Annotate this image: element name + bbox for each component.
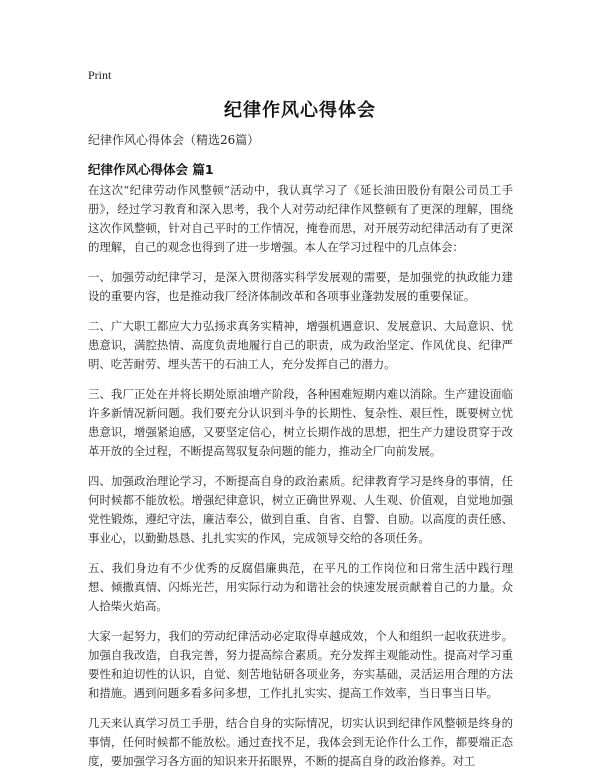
page-title: 纪律作风心得体会 <box>224 100 376 121</box>
paragraph-closing: 大家一起努力，我们的劳动纪律活动必定取得卓越成效，个人和组织一起收获进步。加强自我改造，自我完善，努力提高综合素质。充分发挥主观能动性。提高对学习重要性和迫切性的认识，自觉、刻苦地钻研各项业务，夯实基础，灵活运用合理的方法和措施。遇到问题多看多问多想，工作扎扎实实、提高工作效率，当日事当日毕。 <box>88 629 513 700</box>
paragraph-point-5: 五、我们身边有不少优秀的反腐倡廉典范，在平凡的工作岗位和日常生活中践行理想、倾撒真情、闪烁光芒，用实际行动为和谐社会的快速发展贡献着自己的力量。众人拾柴火焰高。 <box>88 561 513 613</box>
document-body <box>88 181 513 782</box>
paragraph-point-1: 一、加强劳动纪律学习，是深入贯彻落实科学发展观的需要，是加强党的执政能力建设的重要内容，也是推动我厂经济体制改革和各项事业蓬勃发展的重要保证。 <box>88 270 513 303</box>
paragraph-point-4: 四、加强政治理论学习，不断提高自身的政治素质。纪律教育学习是终身的事情，任何时候都不能放松。增强纪律意识，树立正确世界观、人生观、价值观，自觉地加强党性锻炼，遵纪守法，廉洁奉公，做到自重、自省、自警、自励。以高度的责任感、事业心，以勤勤恳恳、扎扎实实的作风，完成领导交给的各项任务。 <box>88 474 513 545</box>
document-subtitle: 纪律作风心得体会（精选26篇） <box>88 133 260 147</box>
print-link[interactable]: Print <box>88 68 112 82</box>
paragraph-point-3: 三、我厂正处在并将长期处原油增产阶段，各种困难短期内难以消除。生产建设面临许多新情况新问题。我们要充分认识到斗争的长期性、复杂性、艰巨性，既要树立忧患意识，增强紧迫感，又要坚定信心，树立长期作战的思想，把生产力建设贯穿于改革开放的全过程，不断提高驾驭复杂问题的能力，推动全厂向前发展。 <box>88 387 513 458</box>
paragraph-intro: 在这次“纪律劳动作风整顿”活动中，我认真学习了《延长油田股份有限公司员工手册》，经过学习教育和深入思考，我个人对劳动纪律作风整顿有了更深的理解，围绕这次作风整顿，针对自己平时的工作情况，掩卷而思，对开展劳动纪律活动有了更深的理解，自己的观念也得到了进一步增强。本人在学习过程中的几点体会： <box>88 183 513 254</box>
paragraph-point-2: 二、广大职工都应大力弘扬求真务实精神，增强机遇意识、发展意识、大局意识、忧患意识，满腔热情、高度负责地履行自己的职责，成为政治坚定、作风优良、纪律严明、吃苦耐劳、埋头苦干的石油工人，充分发挥自己的潜力。 <box>88 319 513 371</box>
paragraph-reflection: 几天来认真学习员工手册，结合自身的实际情况，切实认识到纪律作风整顿是终身的事情，任何时候都不能放松。通过查找不足，我体会到无论作什么工作，都要端正态度，要加强学习各方面的知识来开拓眼界，不断的提高自身的政治修养。对工 <box>88 716 513 768</box>
section-heading: 纪律作风心得体会 篇1 <box>88 162 214 177</box>
